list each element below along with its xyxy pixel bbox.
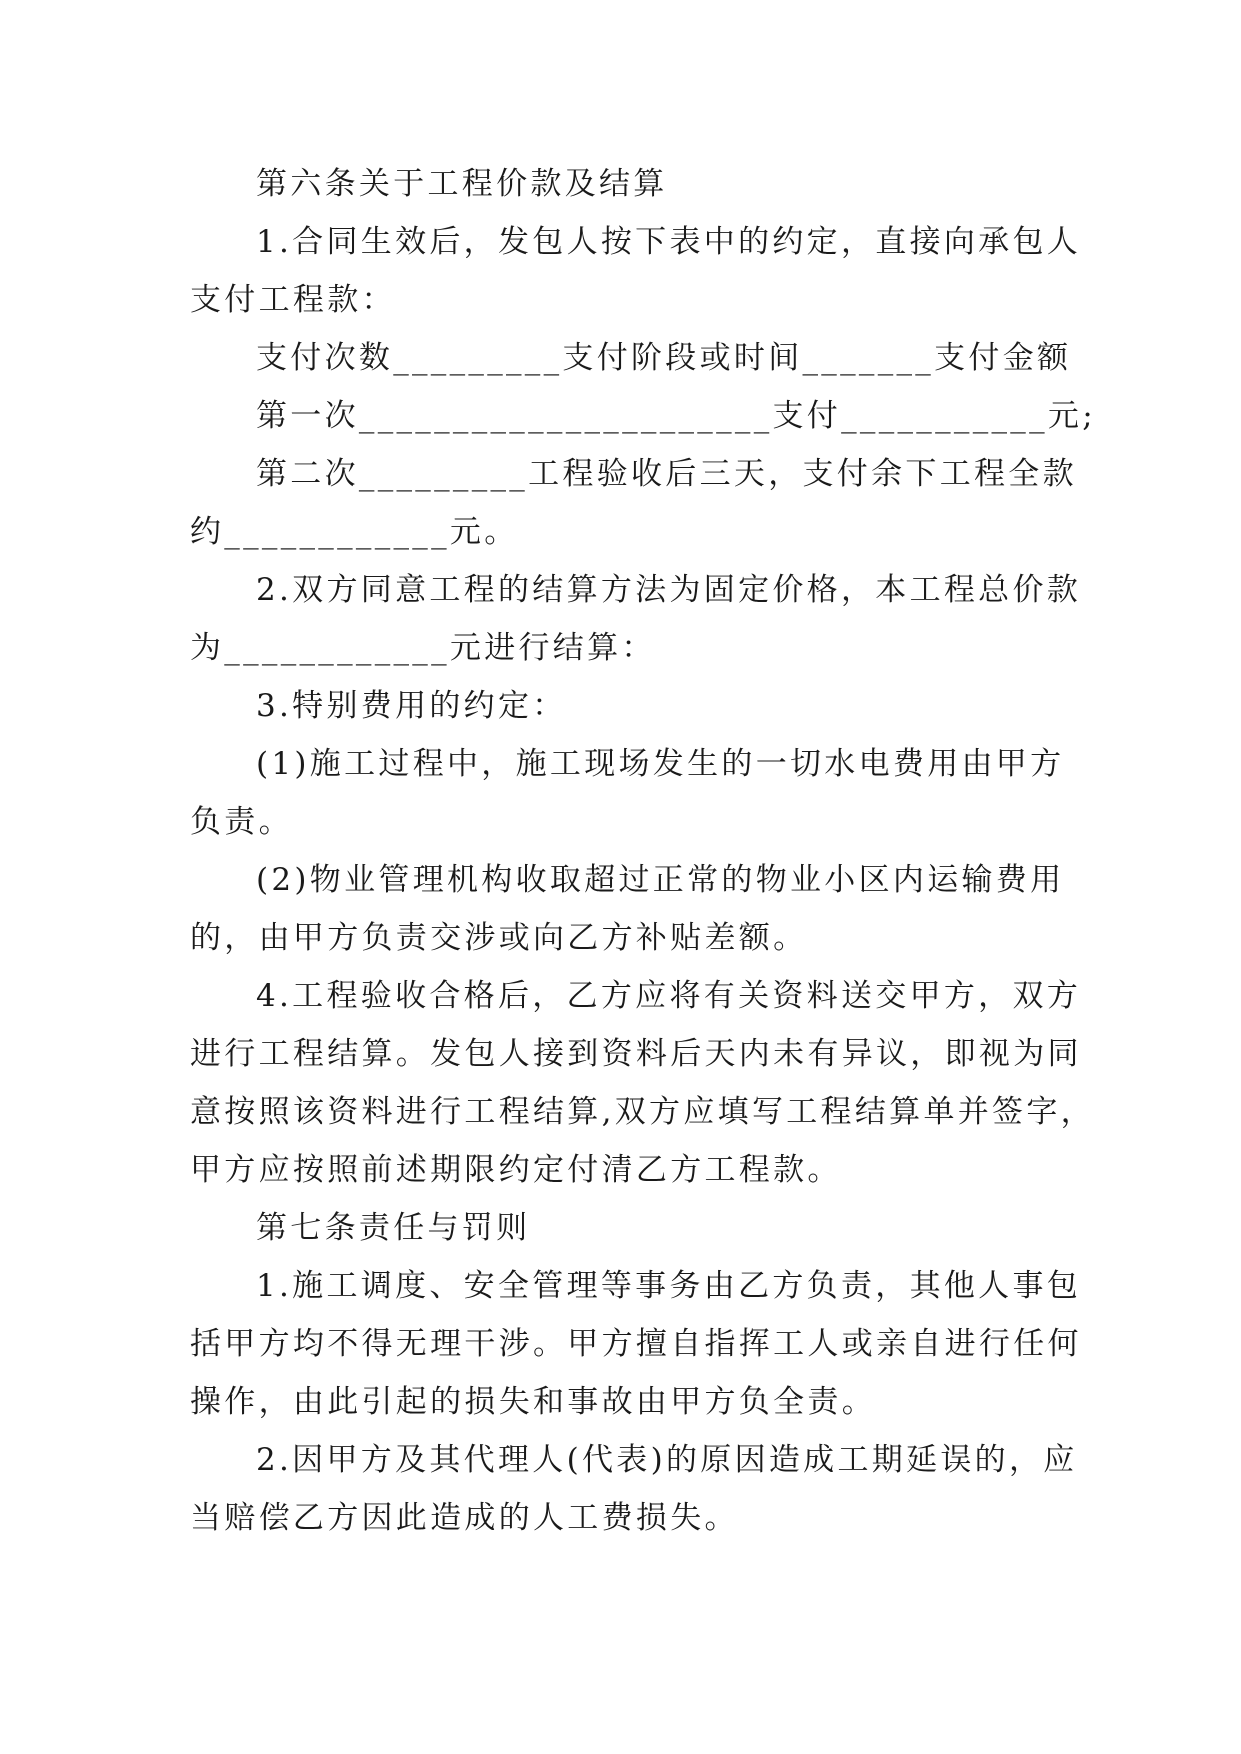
paragraph-line: 的，由甲方负责交涉或向乙方补贴差额。: [190, 920, 808, 956]
paragraph-line: (1)施工过程中，施工现场发生的一切水电费用由甲方: [256, 746, 1065, 782]
paragraph-line: 意按照该资料进行工程结算,双方应填写工程结算单并签字，: [190, 1094, 1095, 1130]
payment-table-header: 支付次数_________支付阶段或时间_______支付金额: [256, 340, 1072, 376]
paragraph-line: 2.因甲方及其代理人(代表)的原因造成工期延误的，应: [256, 1442, 1078, 1478]
paragraph-line: 4.工程验收合格后，乙方应将有关资料送交甲方，双方: [256, 978, 1082, 1014]
paragraph-line: 2.双方同意工程的结算方法为固定价格，本工程总价款: [256, 572, 1082, 608]
paragraph-line: 支付工程款：: [190, 282, 396, 318]
paragraph-line: 操作，由此引起的损失和事故由甲方负全责。: [190, 1384, 876, 1420]
paragraph-line: 负责。: [190, 804, 293, 840]
paragraph-line: 括甲方均不得无理干涉。甲方擅自指挥工人或亲自进行任何: [190, 1326, 1082, 1362]
paragraph-line: 1.施工调度、安全管理等事务由乙方负责，其他人事包: [256, 1268, 1082, 1304]
paragraph-line: 甲方应按照前述期限约定付清乙方工程款。: [190, 1152, 842, 1188]
paragraph-line: 当赔偿乙方因此造成的人工费损失。: [190, 1500, 739, 1536]
payment-row-second: 第二次_________工程验收后三天，支付余下工程全款: [256, 456, 1077, 492]
payment-row-first: 第一次______________________支付___________元;: [256, 398, 1096, 434]
paragraph-line: 3.特别费用的约定：: [256, 688, 567, 724]
paragraph-line: 为____________元进行结算：: [190, 630, 656, 666]
paragraph-line: 进行工程结算。发包人接到资料后天内未有异议，即视为同: [190, 1036, 1082, 1072]
article-7-heading: 第七条责任与罚则: [256, 1210, 531, 1246]
article-6-heading: 第六条关于工程价款及结算: [256, 166, 668, 202]
paragraph-line: 约____________元。: [190, 514, 519, 550]
paragraph-line: 1.合同生效后，发包人按下表中的约定，直接向承包人: [256, 224, 1082, 260]
paragraph-line: (2)物业管理机构收取超过正常的物业小区内运输费用: [256, 862, 1065, 898]
